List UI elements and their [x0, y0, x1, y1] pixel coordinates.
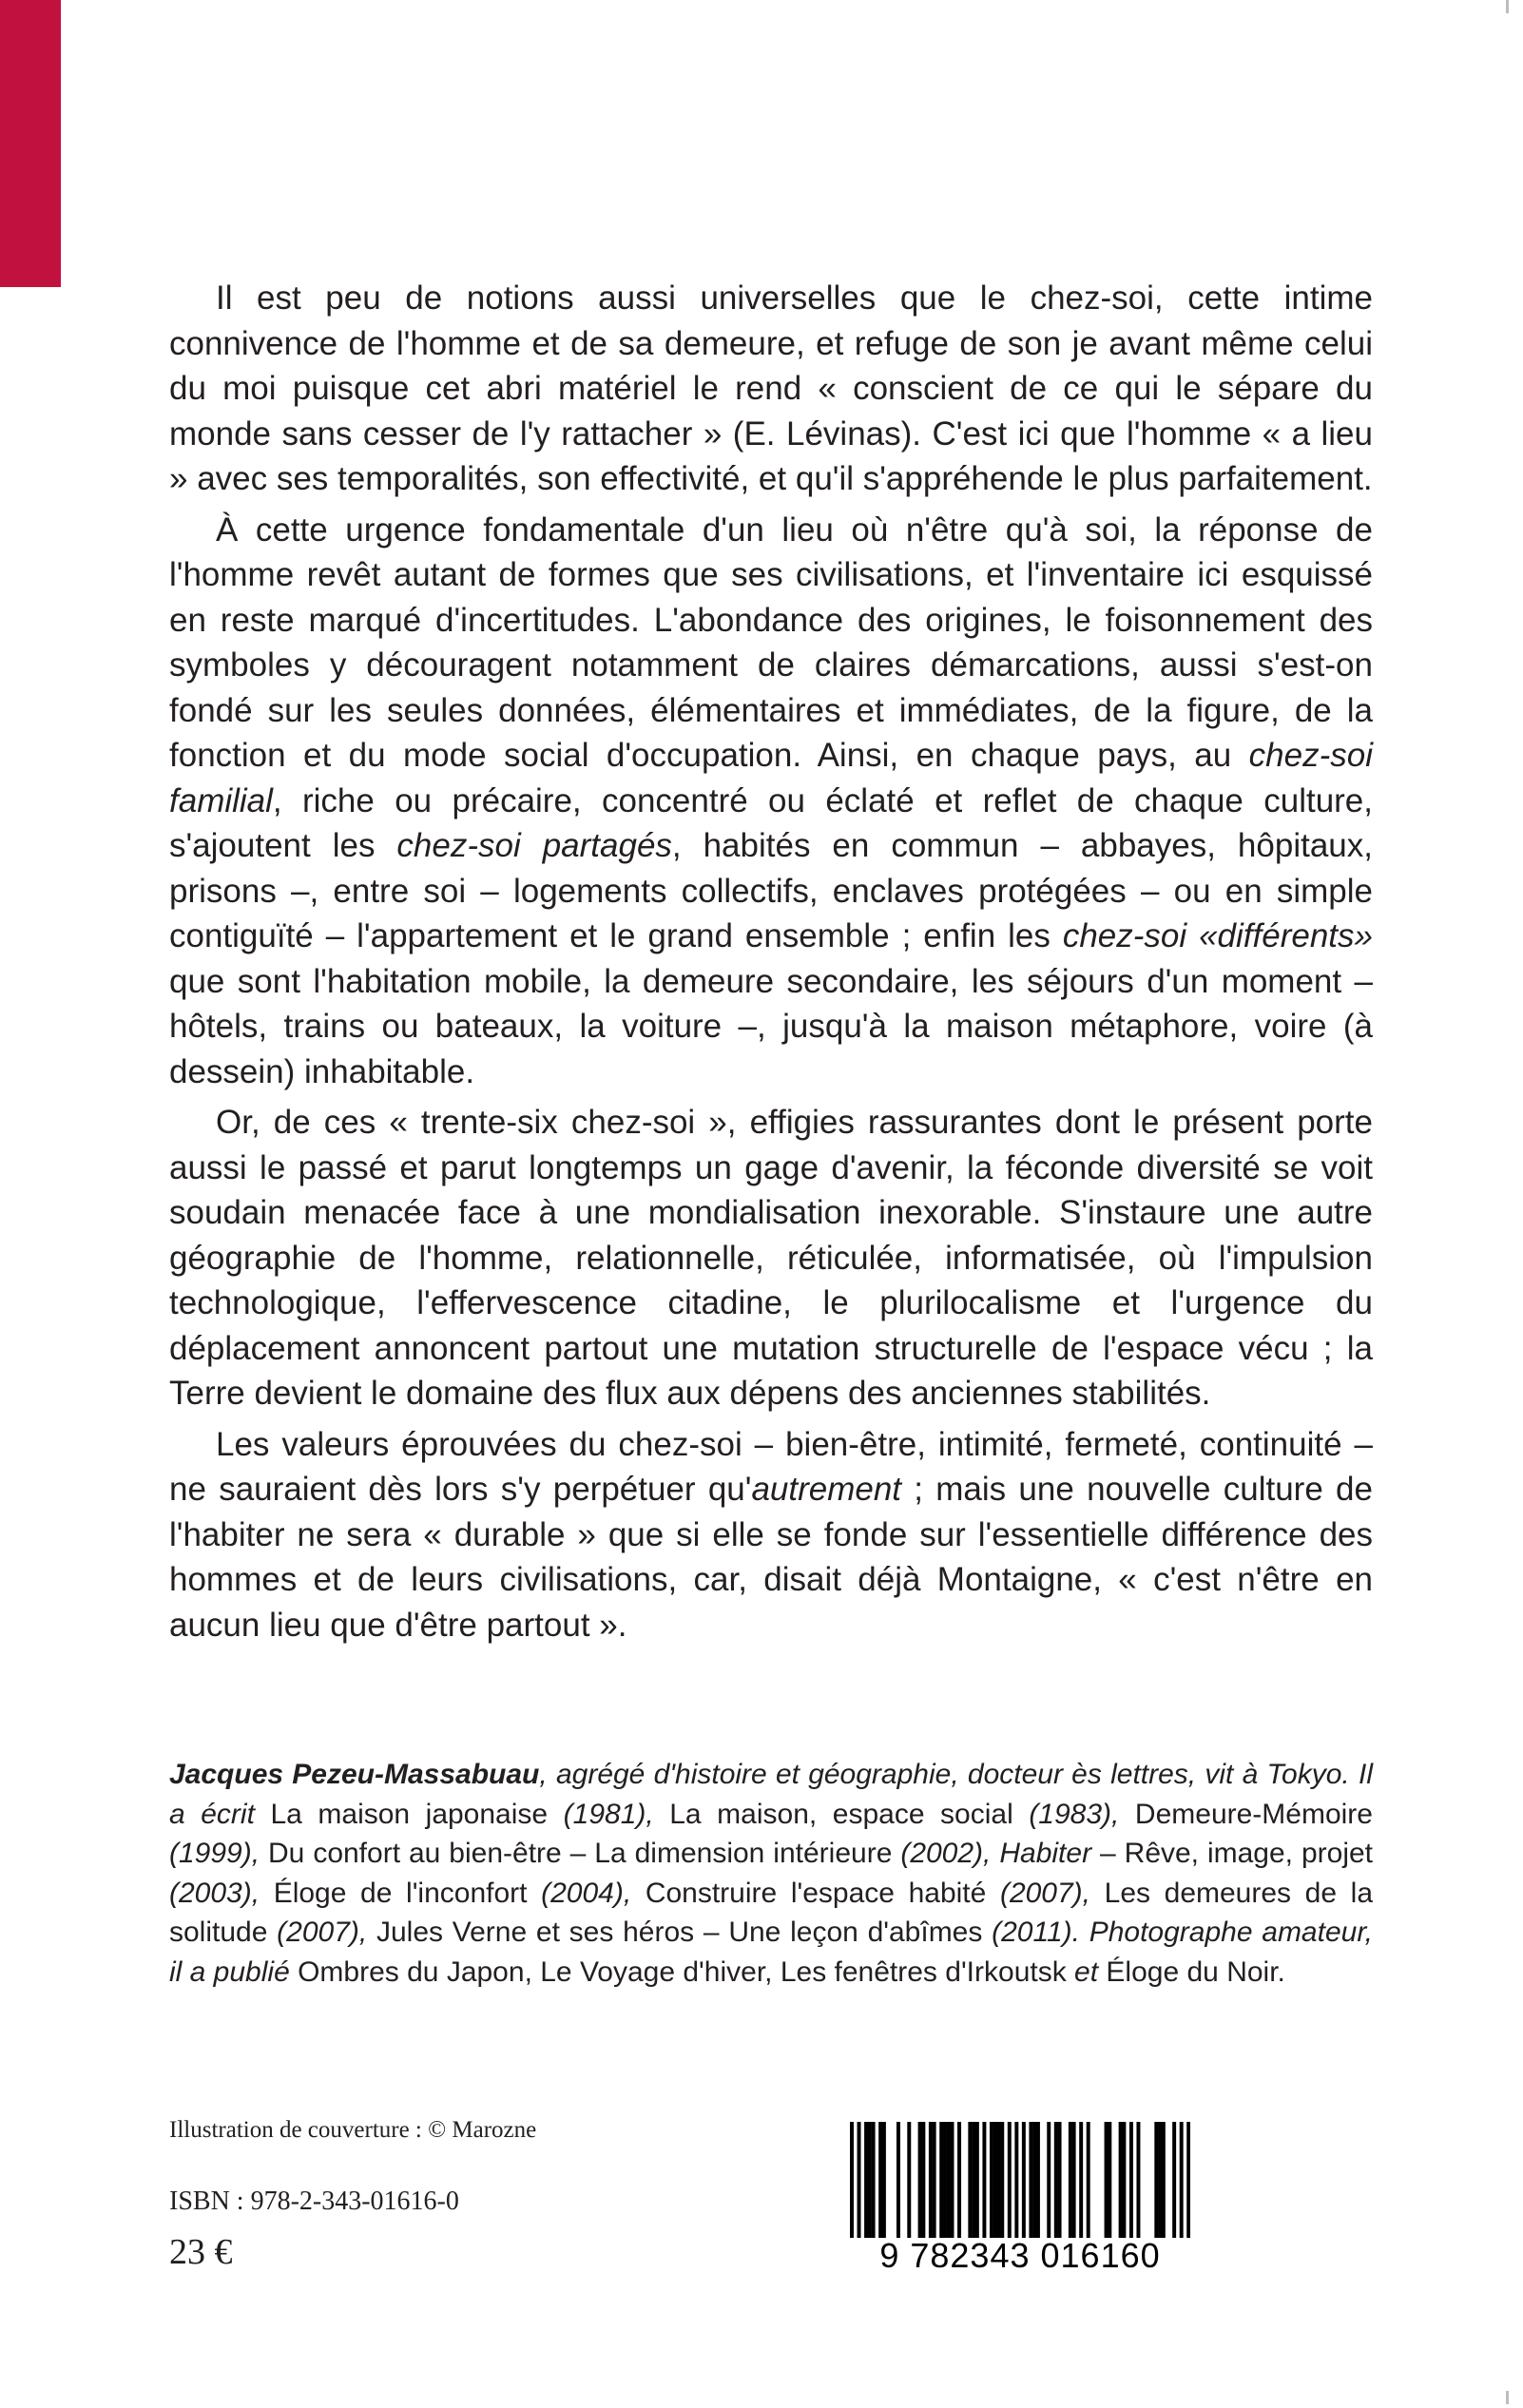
bio-year: (1981), — [548, 1798, 670, 1830]
bio-end: . — [1277, 1955, 1285, 1988]
barcode-bar — [993, 2122, 997, 2238]
barcode-bar — [921, 2122, 925, 2238]
barcode-bar — [1029, 2122, 1032, 2238]
edge-tick-mark — [1506, 0, 1509, 13]
barcode-bar — [951, 2122, 954, 2238]
bio-year: (1999), — [169, 1838, 269, 1869]
barcode-bar — [896, 2122, 900, 2238]
barcode-bar — [957, 2122, 961, 2238]
book-title: La maison japonaise — [270, 1798, 549, 1830]
barcode-bar — [975, 2122, 979, 2238]
book-title: Jules Verne et ses héros – Une leçon d'abîmes — [376, 1917, 983, 1948]
barcode-bar — [997, 2122, 1001, 2238]
summary-emphasis: autrement — [751, 1471, 902, 1508]
bio-year: (2007), — [986, 1877, 1105, 1909]
barcode-bar — [868, 2122, 872, 2238]
barcode-bar — [933, 2122, 936, 2238]
bio-intro: , agrégé d'histoire et géographie, docteur ès lettres, vit à Tokyo. Il a écrit — [169, 1759, 1373, 1830]
barcode-bar — [1014, 2122, 1018, 2238]
barcode-bar — [943, 2122, 947, 2238]
barcode-bar — [1087, 2122, 1090, 2238]
barcode-bar — [1036, 2122, 1040, 2238]
book-title: La maison, espace social — [669, 1798, 1013, 1830]
separator: , — [764, 1955, 781, 1988]
barcode-bar — [972, 2122, 975, 2238]
edge-tick-mark — [1506, 2391, 1509, 2404]
barcode-digits: 9 782343 016160 — [879, 2236, 1161, 2275]
barcode-bar — [1032, 2122, 1036, 2238]
summary-text: , riche ou précaire, concentré ou éclaté et reflet de chaque culture, s'ajoutent les — [169, 781, 1373, 864]
barcode-bar — [907, 2122, 911, 2238]
barcode-bar — [1079, 2122, 1083, 2238]
barcode-bar — [968, 2122, 972, 2238]
author-name: Jacques Pezeu-Massabuau — [169, 1759, 540, 1790]
barcode-bar — [1058, 2122, 1062, 2238]
summary-text: Les valeurs éprouvées du chez-soi – bien-être, intimité, fermeté, continuité – ne sauraient dès lors s'y perpétuer qu' — [169, 1425, 1373, 1508]
barcode — [840, 2103, 1200, 2286]
book-title: Construire l'espace habité — [645, 1877, 987, 1909]
bio-year: (2003), — [169, 1877, 274, 1909]
barcode-bar — [1108, 2122, 1111, 2238]
summary-text: , habités en commun – abbayes, hôpitaux, prisons –, entre soi – logements collectifs, enclaves protégées – ou en simple contiguïté – l'appartement et le grand ensemble ; enfin les — [169, 827, 1373, 954]
barcode-bar — [1180, 2122, 1184, 2238]
barcode-bar — [1105, 2122, 1109, 2238]
photo-title: Éloge du Noir — [1106, 1955, 1278, 1988]
barcode-bar — [1162, 2122, 1166, 2238]
summary-text: que sont l'habitation mobile, la demeure secondaire, les séjours d'un moment – hôtels, trains ou bateaux, la voiture –, jusqu'à la maison métaphore, voire (à dessein) inhabitable. — [169, 962, 1373, 1090]
book-title: Les demeures de la solitude — [169, 1877, 1374, 1948]
barcode-bar — [1008, 2122, 1012, 2238]
summary-text: Or, de ces « trente-six chez-soi », effigies rassurantes dont le présent porte aussi le passé et parut longtemps un gage d'avenir, la féconde diversité se voit soudain menacée face à une mondialisation inexorable. S'instaure une autre géographie de l'homme, relationnelle, réticulée, informatisée, où l'impulsion technologique, l'effervescence citadine, le plurilocalisme et l'urgence du déplacement annoncent partout une mutation structurelle de l'espace vécu ; la Terre devient le domaine des flux aux dépens des anciennes stabilités. — [169, 1104, 1373, 1412]
barcode-bar — [872, 2122, 876, 2238]
barcode-bar — [982, 2122, 986, 2238]
photo-title: Le Voyage d'hiver — [540, 1955, 765, 1988]
barcode-bar — [1136, 2122, 1140, 2238]
author-bio — [169, 1755, 1373, 1992]
barcode-bar — [947, 2122, 951, 2238]
barcode-bar — [850, 2122, 854, 2238]
barcode-bar — [929, 2122, 933, 2238]
cover-illustration-credit: Illustration de couverture : © Marozne — [169, 2117, 537, 2143]
summary-emphasis: chez-soi partagés — [396, 827, 672, 864]
photo-title: Les fenêtres d'Irkoutsk — [780, 1955, 1067, 1988]
conjunction: et — [1066, 1955, 1107, 1988]
barcode-bar — [1054, 2122, 1058, 2238]
barcode-bar — [918, 2122, 922, 2238]
bio-year: (2004), — [527, 1877, 646, 1909]
summary-text: À cette urgence fondamentale d'un lieu où n'être qu'à soi, la réponse de l'homme revêt autant de formes que ses civilisations, et l'inventaire ici esquissé en reste marqué d'incertitudes. L'abondance des origines, le foisonnement des symboles y découragent notamment de claires démarcations, aussi s'est-on fondé sur les seules données, élémentaires et immédiates, de la figure, de la fonction et du mode social d'occupation. Ainsi, en chaque pays, au — [169, 510, 1373, 774]
barcode-bars — [850, 2122, 1190, 2238]
summary-emphasis: chez-soi familial — [169, 737, 1373, 819]
summary-paragraph — [169, 508, 1373, 1095]
bio-year: (2007), — [267, 1917, 376, 1948]
barcode-bar — [1069, 2122, 1072, 2238]
red-accent-tab — [0, 0, 61, 287]
bio-year: (2002), — [892, 1838, 1000, 1869]
barcode-bar — [878, 2122, 882, 2238]
summary-emphasis: chez-soi «différents» — [1062, 917, 1373, 954]
barcode-bar — [1172, 2122, 1176, 2238]
summary-text: ; mais une nouvelle culture de l'habiter ne sera « durable » que si elle se fonde sur l'essentielle différence des hommes et de leurs civilisations, car, disait déjà Montaigne, « c'est n'être en aucun lieu que d'être partout ». — [169, 1471, 1373, 1644]
bio-year: (1983), — [1012, 1798, 1135, 1830]
summary-text: Il est peu de notions aussi universelles que le chez-soi, cette intime connivence de l'homme et de sa demeure, et refuge de son je avant même celui du moi puisque cet abri matériel le rend « conscient de ce qui le sépare du monde sans cesser de l'y rattacher » (E. Lévinas). C'est ici que l'homme « a lieu » avec ses temporalités, son effectivité, et qu'il s'appréhende le plus parfaitement. — [169, 279, 1373, 497]
barcode-bar — [1000, 2122, 1004, 2238]
barcode-bar — [1186, 2122, 1190, 2238]
barcode-bar — [1072, 2122, 1076, 2238]
book-title: Demeure-Mémoire — [1134, 1798, 1373, 1830]
barcode-bar — [1047, 2122, 1051, 2238]
barcode-bar — [990, 2122, 993, 2238]
summary-paragraph — [169, 1100, 1373, 1416]
barcode-bar — [882, 2122, 886, 2238]
barcode-bar — [1122, 2122, 1126, 2238]
summary-paragraph — [169, 276, 1373, 502]
barcode-bar — [864, 2122, 868, 2238]
book-title: – Rêve, image, projet — [1091, 1838, 1374, 1869]
barcode-bar — [1022, 2122, 1026, 2238]
author-bio-paragraph — [169, 1755, 1373, 1992]
separator: , — [524, 1955, 541, 1988]
barcode-bar — [1158, 2122, 1162, 2238]
isbn-label: ISBN : 978-2-343-01616-0 — [169, 2186, 459, 2216]
book-title: Habiter — [999, 1838, 1092, 1869]
barcode-bar — [858, 2122, 861, 2238]
barcode-bar — [1119, 2122, 1123, 2238]
bio-year: (2011). Photographe amateur, il a publié — [169, 1917, 1373, 1988]
barcode-bar — [1154, 2122, 1158, 2238]
book-title: Du confort au bien-être – La dimension intérieure — [268, 1838, 893, 1869]
summary-paragraph — [169, 1422, 1373, 1648]
book-summary — [169, 276, 1373, 1653]
barcode-bar — [939, 2122, 943, 2238]
photo-title: Ombres du Japon — [298, 1955, 525, 1988]
barcode-bar — [1129, 2122, 1133, 2238]
book-title: Éloge de l'inconfort — [273, 1877, 528, 1909]
price-label: 23 € — [169, 2232, 233, 2272]
